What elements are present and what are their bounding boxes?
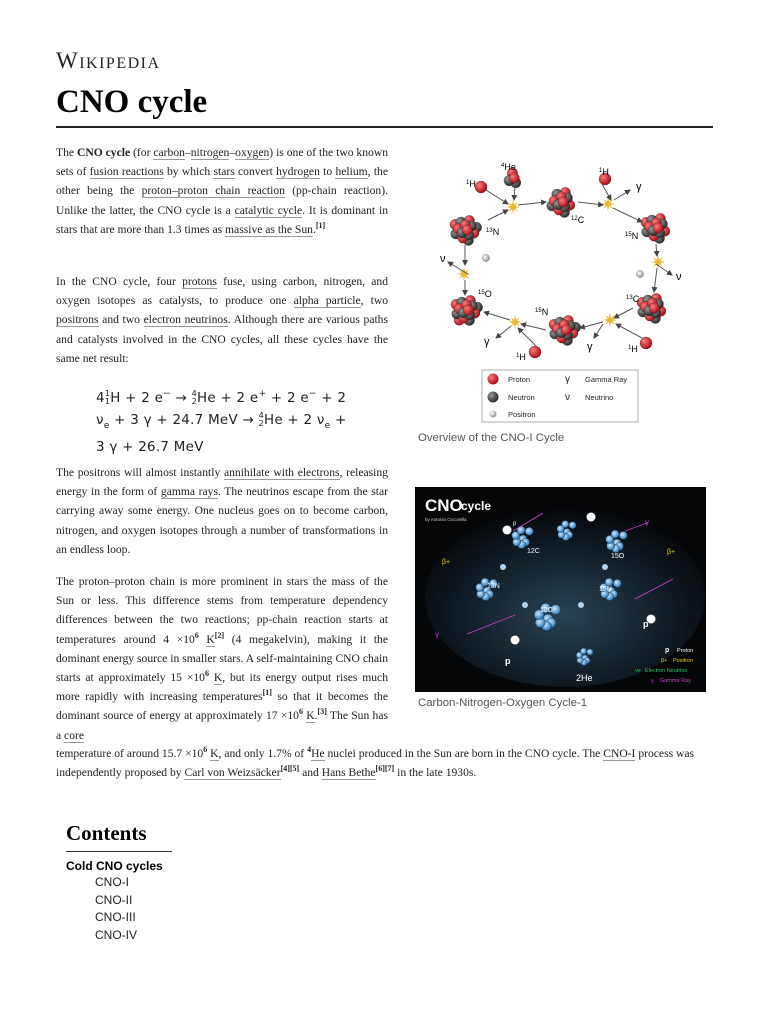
proton-dot bbox=[511, 636, 520, 645]
svg-text:Electron Neutrino: Electron Neutrino bbox=[645, 668, 688, 674]
svg-text:γ: γ bbox=[435, 630, 439, 639]
page-title: CNO cycle bbox=[56, 84, 208, 120]
reaction-arrow bbox=[486, 190, 508, 204]
toc-list bbox=[95, 874, 137, 944]
helium-4-nucleus bbox=[509, 173, 519, 183]
svg-text:CNO: CNO bbox=[425, 496, 463, 515]
temperature-paragraph-continued: temperature of around $15.7 \times 10^6$ K, and only 1.7% of $^4$He nuclei produced in the Sun are born in the CNO cycle. The CNO-I process was independently proposed by Carl von Weizsäcker[4][5] and Hans Bethe[6][7] in the late 1930s. bbox=[56, 745, 695, 780]
nitrogen-14-nucleus bbox=[561, 325, 571, 335]
svg-text:p: p bbox=[505, 656, 511, 666]
reaction-arrow bbox=[518, 202, 546, 205]
bold-term: CNO cycle bbox=[76, 146, 131, 159]
svg-text:Gamma Ray: Gamma Ray bbox=[585, 375, 628, 384]
diagram-legend bbox=[482, 370, 638, 422]
svg-text:β+: β+ bbox=[661, 658, 668, 664]
toc-item-cno-iii[interactable]: CNO-III bbox=[95, 910, 136, 924]
svg-text:β+: β+ bbox=[667, 549, 676, 556]
nuclei-group bbox=[450, 168, 670, 358]
reaction-glow bbox=[522, 602, 528, 608]
figure1-caption: Overview of the CNO-I Cycle bbox=[418, 432, 565, 444]
svg-text:15N: 15N bbox=[599, 586, 612, 593]
svg-text:νe: νe bbox=[635, 668, 641, 674]
cno-i-cycle-diagram[interactable] bbox=[418, 150, 708, 428]
reaction-arrow bbox=[602, 184, 611, 200]
ref-2[interactable]: [2] bbox=[214, 630, 225, 640]
link-massive-sun[interactable]: massive as the Sun bbox=[225, 222, 313, 236]
link-annihilate[interactable]: annihilate with electrons bbox=[223, 466, 340, 479]
svg-text:Proton: Proton bbox=[677, 648, 694, 654]
reaction-arrow bbox=[614, 308, 633, 318]
reaction-flash-icon bbox=[651, 255, 665, 269]
temperature-paragraph: The proton–proton chain is more prominent in stars the mass of the Sun or less. This difference stems from temperature dependency differences between the two reactions; pp-chain reaction starts at temperatures around $4 \times 10^6$ K[2] (4 megakelvin), making it the dominant energy source in smaller stars. A self-maintaining CNO chain starts at approximately $15 \times 10^6$ K, but its energy output rises much more rapidly with increasing temperatures[1] so that it becomes the dominant source of energy at approximately $17 \times 10^6$ K.[3] The Sun has a core bbox=[56, 575, 388, 742]
link-electron-neutrinos[interactable]: electron neutrinos bbox=[143, 313, 228, 327]
proton-particle bbox=[475, 181, 487, 193]
reaction-arrow bbox=[616, 324, 642, 338]
link-hydrogen[interactable]: hydrogen bbox=[276, 165, 320, 179]
ref-1b[interactable]: [1] bbox=[262, 688, 272, 698]
link-pp-chain[interactable]: proton–proton chain reaction bbox=[141, 184, 285, 198]
reaction-glow bbox=[500, 564, 506, 570]
net-reaction-equation: 4 1 1 H + 2 e− → 4 2 He + 2 e+ + 2 e− + 2 $\nu_e + 3$ γ + 24.7 MeV → 4 2 He + 2 $\nu_e$ + 3 γ + 26.7 MeV bbox=[96, 389, 347, 455]
link-protons[interactable]: protons bbox=[182, 275, 217, 288]
link-gamma-rays[interactable]: gamma rays bbox=[160, 485, 218, 499]
svg-text:Neutron: Neutron bbox=[508, 393, 535, 402]
reaction-flash-icon bbox=[603, 313, 617, 327]
link-carbon[interactable]: carbon bbox=[153, 146, 185, 159]
figure2-caption: Carbon-Nitrogen-Oxygen Cycle-1 bbox=[418, 697, 588, 709]
svg-text:2He: 2He bbox=[576, 673, 593, 683]
wikipedia-logo[interactable]: Wikipedia bbox=[56, 48, 161, 73]
reaction-arrow bbox=[580, 322, 603, 328]
link-kelvin-2[interactable]: K bbox=[213, 671, 223, 685]
svg-text:15O: $^{15}$O bbox=[478, 289, 492, 299]
svg-text:12C: 12C bbox=[527, 548, 540, 555]
reaction-arrow bbox=[488, 210, 508, 220]
legend-positron-icon bbox=[490, 411, 497, 418]
svg-text:Neutrino: Neutrino bbox=[585, 393, 614, 402]
carbon-12-nucleus bbox=[558, 197, 568, 207]
svg-text:γ: γ bbox=[484, 336, 490, 348]
proton-dot bbox=[587, 513, 596, 522]
svg-text:p: p bbox=[643, 619, 649, 629]
reaction-arrow bbox=[594, 324, 603, 338]
toc-item-cno-i[interactable]: CNO-I bbox=[95, 875, 129, 889]
proton-particle bbox=[529, 346, 541, 358]
toc-section-cold-cno[interactable]: Cold CNO cycles bbox=[66, 859, 163, 873]
svg-text:p: p bbox=[665, 647, 670, 654]
svg-text:12C: 12C bbox=[540, 607, 553, 614]
svg-text:13C: $^{13}$C bbox=[626, 294, 640, 304]
reaction-arrow bbox=[578, 202, 603, 205]
ref-7[interactable]: [7] bbox=[384, 764, 395, 774]
nitrogen-13-nucleus bbox=[462, 225, 472, 235]
svg-text:1H: $^1$H bbox=[628, 344, 638, 354]
ref-6[interactable]: [6] bbox=[375, 764, 385, 774]
link-positrons[interactable]: positrons bbox=[56, 313, 99, 327]
reaction-arrow bbox=[496, 326, 511, 338]
proton-particle bbox=[640, 337, 652, 349]
reaction-arrow bbox=[656, 244, 657, 256]
contents-divider bbox=[66, 851, 172, 852]
ref-5[interactable]: [5] bbox=[289, 764, 300, 774]
reaction-arrow bbox=[654, 268, 657, 292]
reaction-arrow bbox=[521, 324, 546, 330]
svg-text:cycle: cycle bbox=[461, 499, 492, 513]
svg-text:13N: $^{13}$N bbox=[486, 227, 500, 237]
svg-text:13N: 13N bbox=[487, 583, 500, 590]
title-divider bbox=[56, 126, 713, 128]
link-weizsacker[interactable]: Carl von Weizsäcker bbox=[184, 766, 281, 780]
reaction-flash-icon bbox=[601, 197, 615, 211]
link-kelvin-1[interactable]: K bbox=[206, 632, 215, 646]
link-oxygen[interactable]: oxygen bbox=[235, 146, 270, 159]
positron-particle bbox=[637, 271, 644, 278]
reaction-arrow bbox=[518, 328, 536, 346]
svg-text:ν: ν bbox=[676, 271, 682, 283]
svg-text:15N: $^{15}$N bbox=[625, 231, 639, 241]
ref-1[interactable]: [1] bbox=[315, 220, 326, 230]
svg-text:4He: $^4$He bbox=[501, 162, 516, 172]
link-bethe[interactable]: Hans Bethe bbox=[321, 766, 376, 780]
positron-particle bbox=[483, 255, 490, 262]
svg-text:γ: γ bbox=[636, 181, 642, 193]
svg-text:Positron: Positron bbox=[508, 410, 536, 419]
link-alpha-particle[interactable]: alpha particle bbox=[293, 294, 361, 308]
net-result-paragraph: In the CNO cycle, four protons fuse, using carbon, nitrogen, and oxygen isotopes as catalysts, to produce one alpha particle, two positrons and two electron neutrinos. Although there are various paths and catalysts involved in the CNO cycles, all these cycles have the same net result: bbox=[56, 275, 389, 365]
svg-text:12C: $^{12}$C bbox=[571, 215, 585, 225]
svg-text:1H: $^1$H bbox=[466, 179, 476, 189]
reaction-arrow bbox=[613, 208, 642, 222]
link-kelvin-4[interactable]: K bbox=[210, 747, 219, 760]
svg-text:Proton: Proton bbox=[508, 375, 531, 384]
link-stars[interactable]: stars bbox=[213, 165, 235, 179]
link-catalytic-cycle[interactable]: catalytic cycle bbox=[234, 203, 303, 217]
contents-heading: Contents bbox=[66, 821, 147, 845]
svg-text:β+: β+ bbox=[442, 559, 451, 566]
svg-text:Positron: Positron bbox=[673, 658, 694, 664]
nitrogen-15-nucleus bbox=[653, 223, 663, 233]
legend-proton-icon bbox=[488, 374, 499, 385]
legend-neutron-icon bbox=[488, 392, 499, 403]
svg-text:γ: γ bbox=[645, 518, 649, 527]
link-core[interactable]: core bbox=[64, 728, 84, 742]
link-fusion-reactions[interactable]: fusion reactions bbox=[89, 165, 164, 179]
intro-paragraph: The CNO cycle (for carbon–nitrogen–oxygen) is one of the two known sets of fusion reactions by which stars convert hydrogen to helium, the other being the proton–proton chain reaction (pp-chain reaction). Unlike the latter, the CNO cycle is a catalytic cycle. It is dominant in stars that are more than 1.3 times as massive as the Sun.[1] bbox=[56, 146, 389, 236]
reaction-arrow bbox=[484, 312, 510, 320]
reaction-glow bbox=[578, 602, 584, 608]
svg-text:1H: $^1$H bbox=[599, 167, 609, 177]
svg-text:γ: γ bbox=[565, 374, 570, 385]
svg-text:γ: γ bbox=[587, 341, 593, 353]
reaction-arrow bbox=[614, 190, 630, 200]
svg-text:p: p bbox=[513, 521, 517, 527]
oxygen-15-nucleus bbox=[463, 305, 473, 315]
link-nitrogen[interactable]: nitrogen bbox=[190, 146, 230, 159]
cno-cycle-illustration[interactable] bbox=[415, 487, 706, 692]
svg-text:15N: $^{15}$N bbox=[535, 307, 549, 317]
reaction-glow bbox=[602, 564, 608, 570]
toc-item-cno-iv[interactable]: CNO-IV bbox=[95, 927, 137, 942]
svg-text:γ: γ bbox=[651, 678, 654, 684]
ref-3[interactable]: [3] bbox=[317, 707, 327, 717]
ref-4[interactable]: [4] bbox=[280, 764, 290, 774]
carbon-13-nucleus bbox=[649, 303, 659, 313]
toc-item-cno-ii[interactable]: CNO-II bbox=[95, 892, 133, 907]
svg-text:ν: ν bbox=[565, 392, 570, 403]
link-kelvin-3[interactable]: K bbox=[306, 709, 315, 723]
positron-paragraph: The positrons will almost instantly annihilate with electrons, releasing energy in the form of gamma rays. The neutrinos escape from the star carrying away some energy. One nucleus goes on to become carbon, nitrogen, and oxygen isotopes through a number of transformations in an endless loop. bbox=[56, 466, 388, 556]
reaction-arrow bbox=[656, 264, 672, 275]
link-helium-4[interactable]: He bbox=[311, 747, 325, 760]
svg-text:15O: 15O bbox=[611, 553, 625, 560]
svg-text:1H: $^1$H bbox=[516, 352, 526, 362]
reaction-flash-icon bbox=[506, 200, 520, 214]
link-cno-i[interactable]: CNO-I bbox=[603, 747, 636, 760]
link-helium[interactable]: helium bbox=[335, 165, 368, 179]
svg-text:ν: ν bbox=[440, 253, 446, 265]
proton-dot bbox=[503, 526, 512, 535]
svg-text:Gamma Ray: Gamma Ray bbox=[660, 678, 691, 684]
svg-text:by Antonio Ciccolella: by Antonio Ciccolella bbox=[425, 517, 467, 522]
